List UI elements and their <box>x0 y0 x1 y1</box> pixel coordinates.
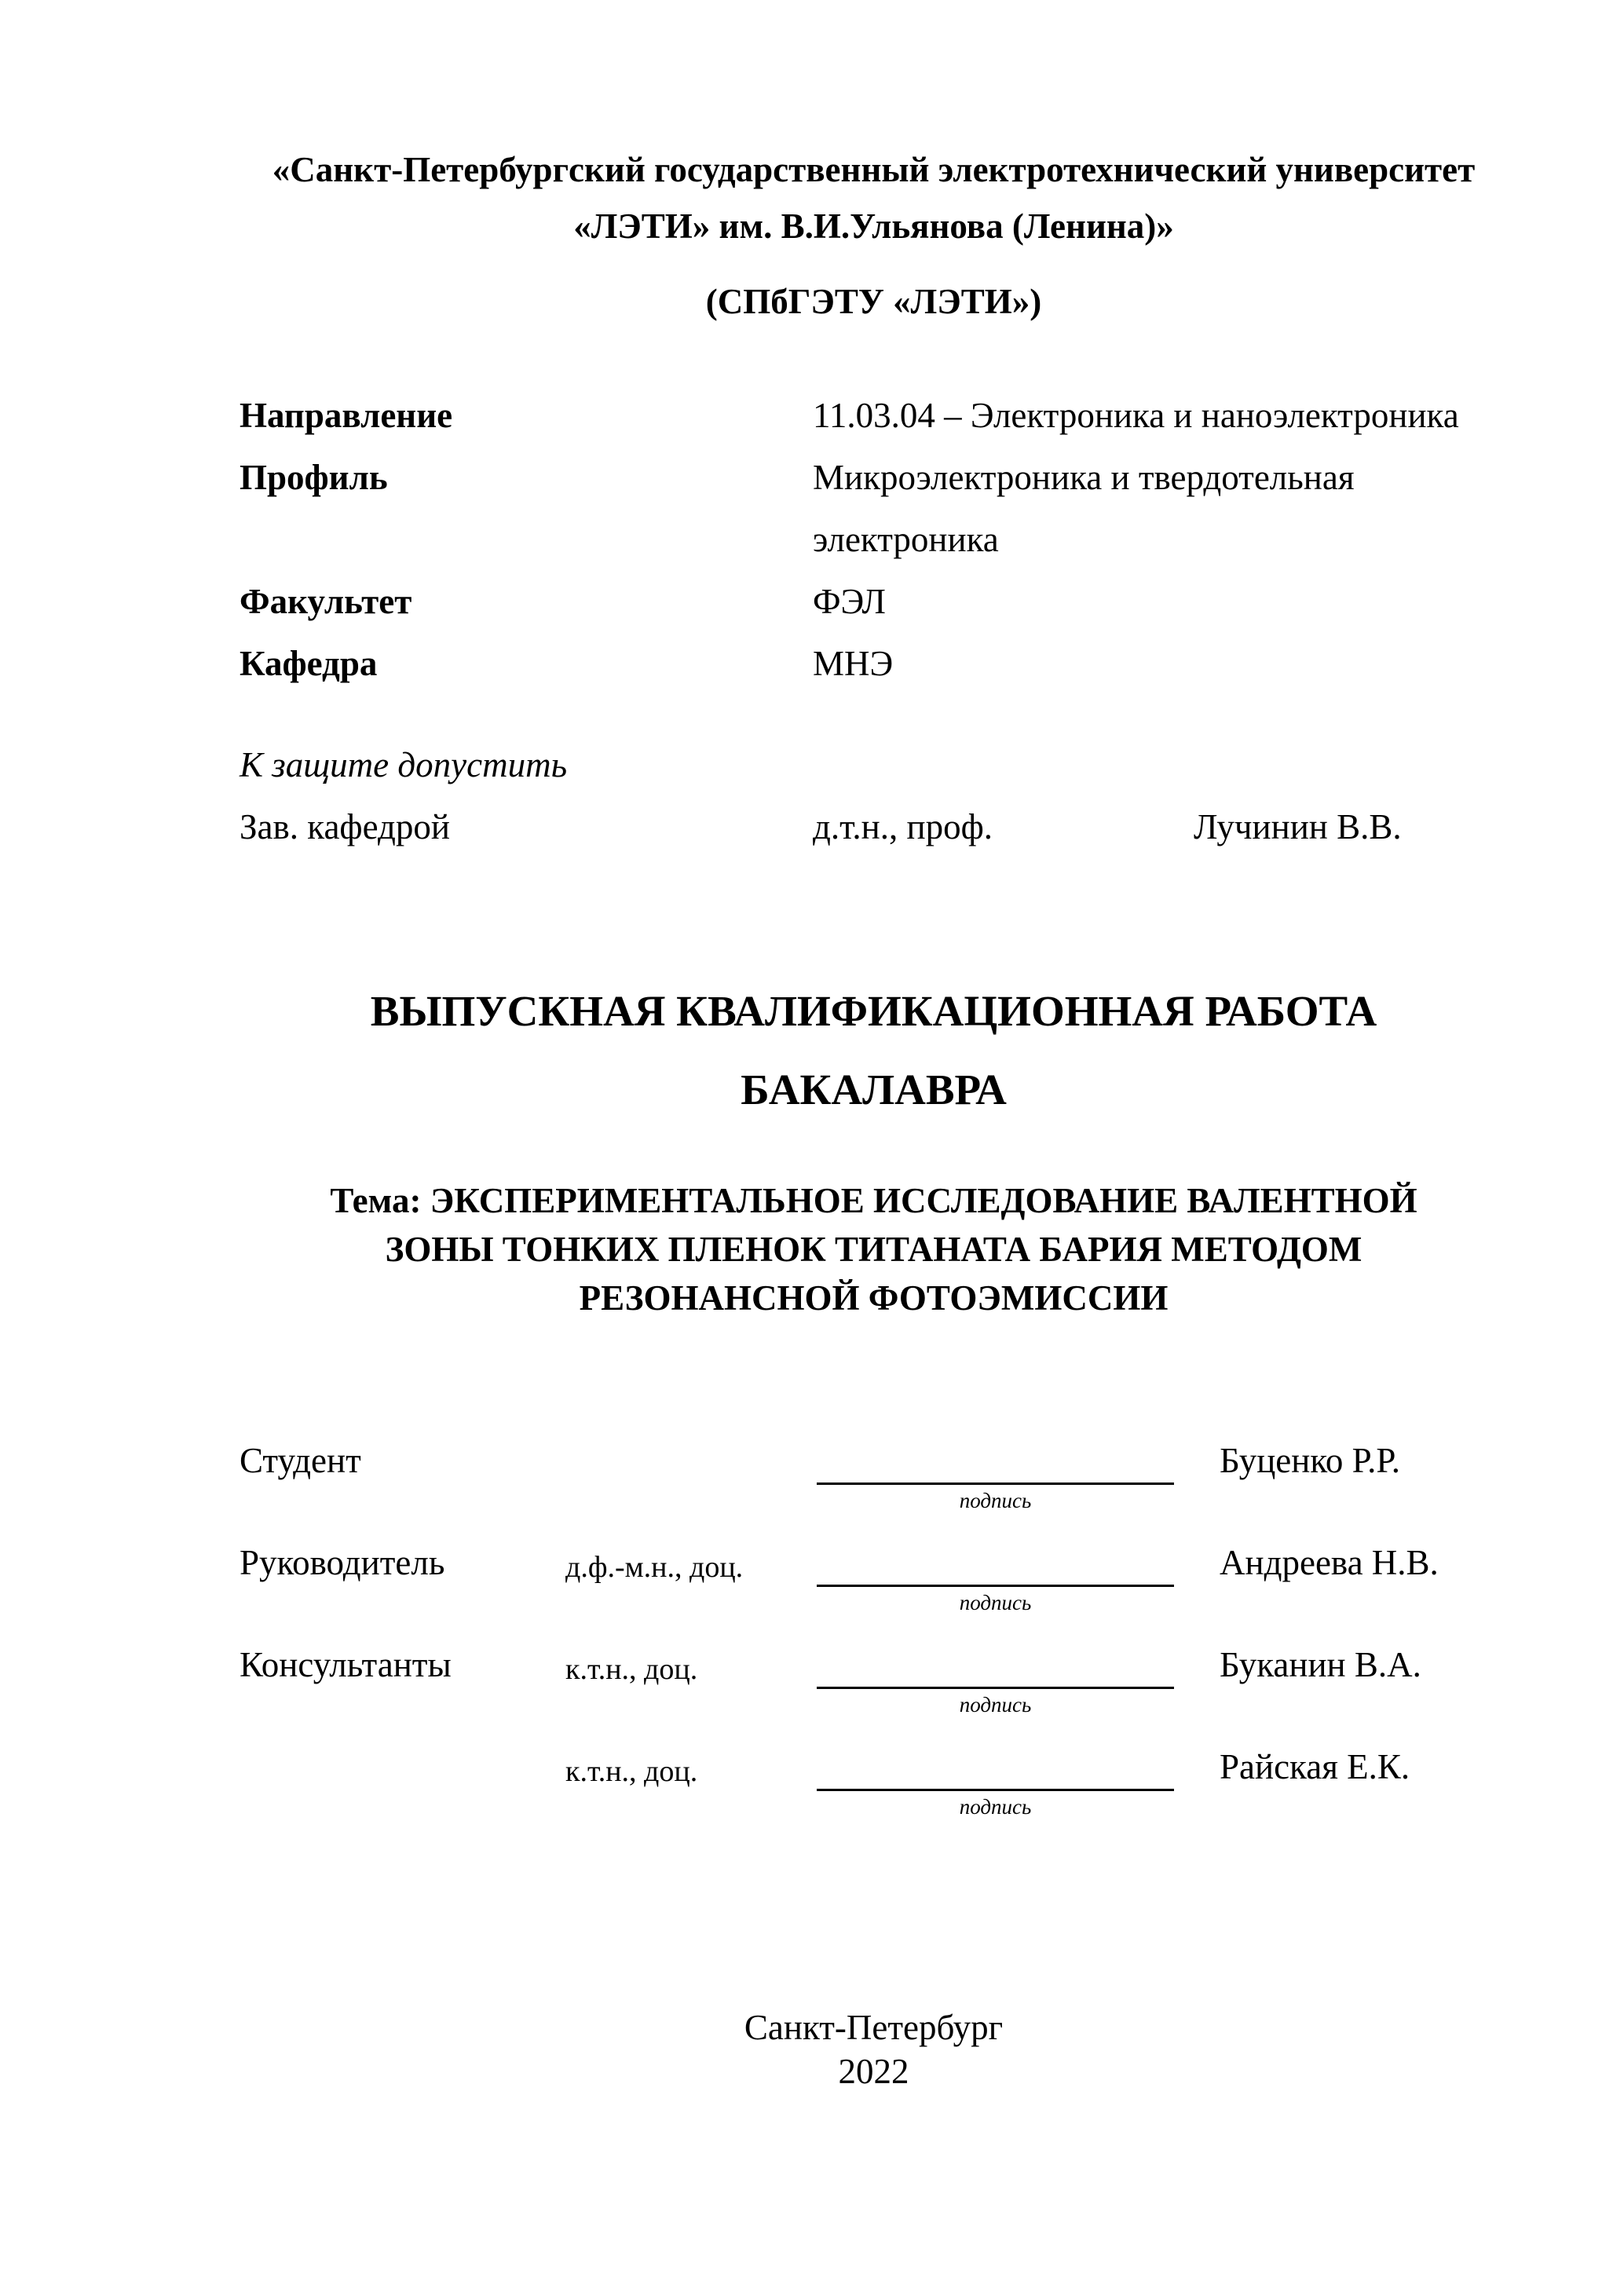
signature-block <box>240 1440 1508 1848</box>
admission-phrase: К защите допустить <box>240 745 568 784</box>
field-row-profile <box>240 447 1508 571</box>
consultant1-degree: к.т.н., доц. <box>565 1653 698 1686</box>
topic-line1: Тема: ЭКСПЕРИМЕНТАЛЬНОЕ ИССЛЕДОВАНИЕ ВАЛЕНТНОЙ <box>330 1181 1417 1220</box>
profile-label: Профиль <box>240 458 388 497</box>
student-signature-field <box>817 1440 1174 1513</box>
consultant1-signature-caption: подпись <box>959 1693 1032 1717</box>
consultant2-signature-caption: подпись <box>959 1795 1032 1819</box>
supervisor-signature-line <box>817 1542 1174 1587</box>
consultants-role-label: Консультанты <box>240 1645 452 1684</box>
topic-title <box>240 1176 1508 1322</box>
signature-row-consultant-2 <box>240 1746 1508 1848</box>
profile-value: Микроэлектроника и твердотельная электроника <box>813 458 1355 559</box>
program-fields <box>240 385 1508 695</box>
department-value: МНЭ <box>813 644 894 683</box>
head-of-department-label: Зав. кафедрой <box>240 807 450 846</box>
university-name-line2: «ЛЭТИ» им. В.И.Ульянова (Ленина)» <box>573 207 1174 246</box>
supervisor-degree: д.ф.-м.н., доц. <box>565 1551 744 1584</box>
supervisor-signature-caption: подпись <box>959 1591 1032 1614</box>
signature-row-student <box>240 1440 1508 1542</box>
work-type-title <box>240 972 1508 1129</box>
supervisor-role-label: Руководитель <box>240 1543 445 1582</box>
head-of-department-degree: д.т.н., проф. <box>813 807 993 846</box>
supervisor-signature-field <box>817 1542 1174 1615</box>
student-signature-caption: подпись <box>959 1489 1032 1512</box>
consultant2-signature-line <box>817 1746 1174 1791</box>
university-name-line1: «Санкт-Петербургский государственный электротехнический университет <box>272 150 1476 189</box>
consultant2-degree: к.т.н., доц. <box>565 1755 698 1788</box>
consultant2-name: Райская Е.К. <box>1220 1747 1410 1786</box>
consultant2-signature-field <box>817 1746 1174 1819</box>
topic-line2: ЗОНЫ ТОНКИХ ПЛЕНОК ТИТАНАТА БАРИЯ МЕТОДОМ <box>385 1230 1362 1269</box>
student-role-label: Студент <box>240 1441 361 1480</box>
direction-value: 11.03.04 – Электроника и наноэлектроника <box>813 396 1459 435</box>
department-label: Кафедра <box>240 644 378 683</box>
student-signature-line <box>817 1440 1174 1485</box>
year-label: 2022 <box>838 2052 909 2091</box>
university-header <box>240 141 1508 254</box>
topic-line3: РЕЗОНАНСНОЙ ФОТОЭМИССИИ <box>579 1278 1169 1318</box>
university-abbreviation: (СПбГЭТУ «ЛЭТИ») <box>705 282 1042 321</box>
field-row-direction <box>240 385 1508 447</box>
head-of-department-name: Лучинин В.В. <box>1194 807 1402 846</box>
footer <box>240 2005 1508 2093</box>
faculty-value: ФЭЛ <box>813 582 886 621</box>
supervisor-name: Андреева Н.В. <box>1220 1543 1439 1582</box>
faculty-label: Факультет <box>240 582 412 621</box>
work-type-line1: ВЫПУСКНАЯ КВАЛИФИКАЦИОННАЯ РАБОТА <box>370 987 1377 1035</box>
admission-section <box>240 734 1508 858</box>
work-type-line2: БАКАЛАВРА <box>741 1066 1007 1113</box>
consultant1-signature-line <box>817 1644 1174 1689</box>
direction-label: Направление <box>240 396 453 435</box>
consultant1-signature-field <box>817 1644 1174 1717</box>
student-name: Буценко Р.Р. <box>1220 1441 1400 1480</box>
field-row-department <box>240 633 1508 695</box>
admission-row <box>240 796 1508 858</box>
consultant1-name: Буканин В.А. <box>1220 1645 1421 1684</box>
city-label: Санкт-Петербург <box>744 2008 1004 2047</box>
signature-row-supervisor <box>240 1542 1508 1644</box>
signature-row-consultant-1 <box>240 1644 1508 1746</box>
field-row-faculty <box>240 571 1508 633</box>
